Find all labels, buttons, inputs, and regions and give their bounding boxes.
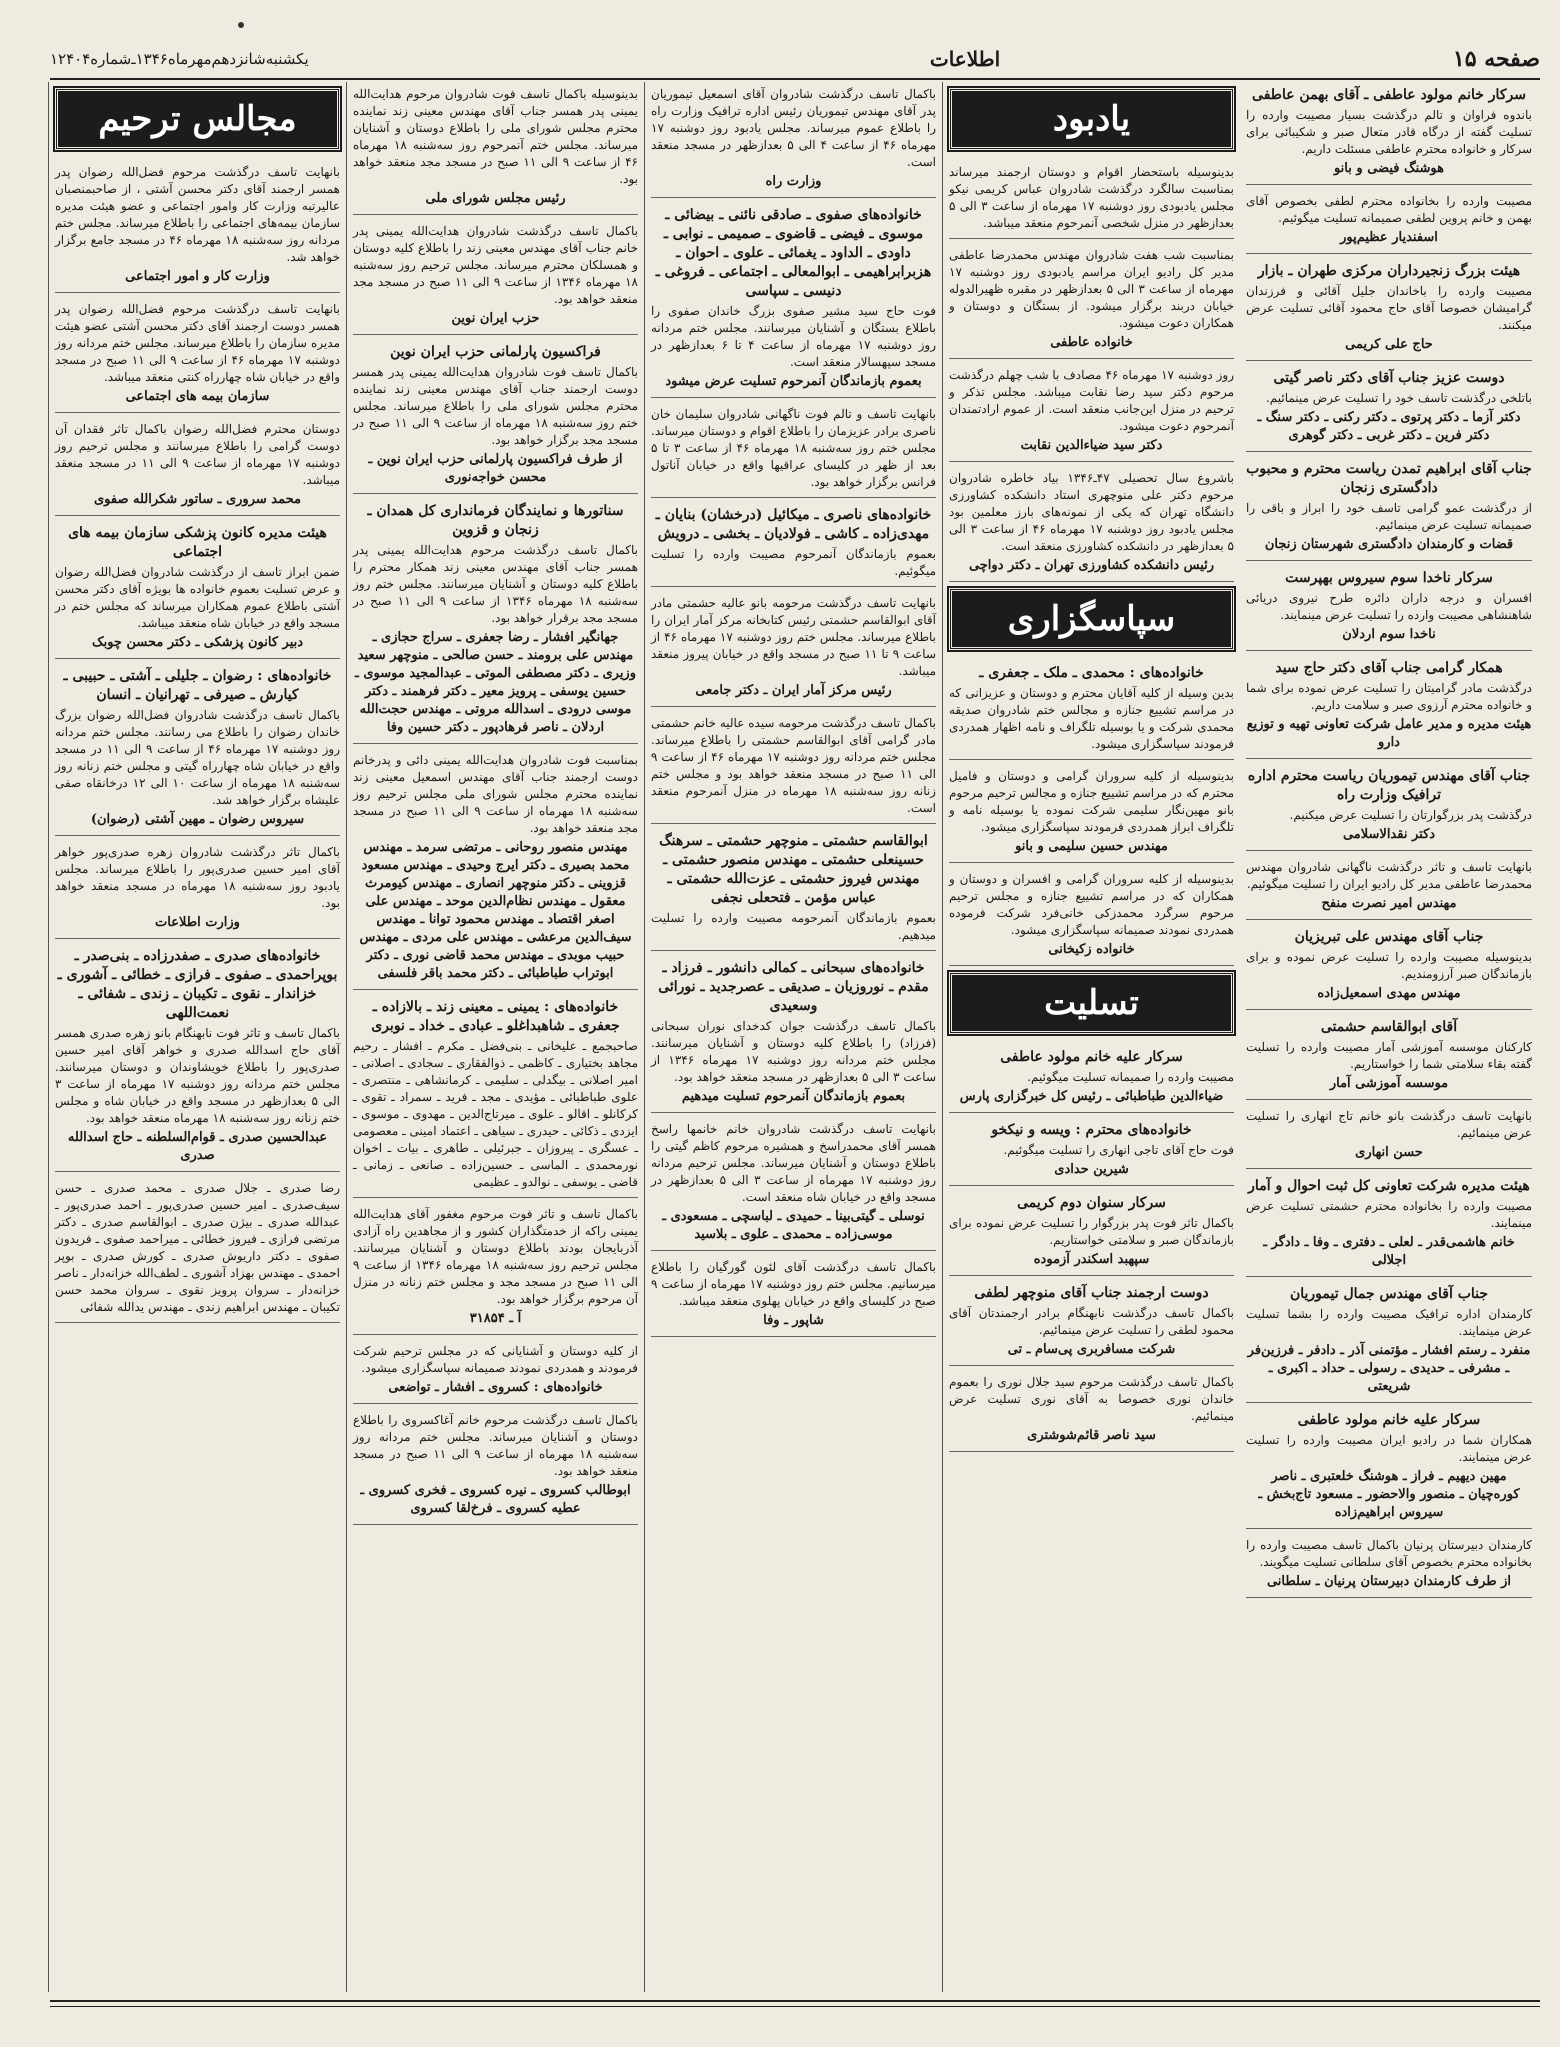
notice-body: باکمال تاسف درگذشت شادروان هدایت‌الله یمینی پدر خانم جناب آقای مهندس معینی زند را باطلاع کلیه دوستان و همسلکان محترم میرساند. مجلس ترحیم روز سه‌شنبه ۱۸ مهرماه ۱۳۴۶ از ساعت ۹ الی ۱۱ صبح در مسجد مجد منعقد خواهد بود. [353, 224, 638, 306]
notice-body: از کلیه دوستان و آشنایانی که در مجلس ترحیم شرکت فرمودند و همدردی نمودند صمیمانه سپاسگزاری میشود. [353, 1344, 638, 1375]
notice-body: کارکنان موسسه آموزشی آمار مصیبت وارده را تسلیت گفته بقاء سلامتی شما را خواستاریم. [1246, 1040, 1532, 1071]
notice-signature: هیئت مدیره و مدیر عامل شرکت تعاونی تهیه و توزیع دارو [1246, 717, 1532, 750]
column-notice [1246, 855, 1532, 920]
column-notice [1246, 1014, 1532, 1100]
column-notice [353, 498, 638, 744]
notice-body: دوستان محترم فضل‌الله رضوان باکمال تاثر فقدان آن دوست گرامی را باطلاع میرسانند و مجلس ترحیم روز دوشنبه ۱۷ مهرماه از ساعت ۹ الی ۱۱ در مسجد منعقد میباشد. [55, 422, 340, 487]
column-notice [353, 82, 638, 215]
issue-date: یکشنبه‌شانزدهم‌مهرماه۱۳۴۶ـ‌شماره۱۲۴۰۴ [50, 50, 309, 68]
column-notice [1246, 565, 1532, 651]
notice-body: کارمندان اداره ترافیک مصیبت وارده را بشما تسلیت عرض مینمایند. [1246, 1307, 1532, 1338]
column-notice [651, 1117, 936, 1251]
notice-title: ابوالقاسم حشمتی ـ منوچهر حشمتی ـ سرهنگ حسینعلی حشمتی ـ مهندس منصور حشمتی ـ مهندس فیروز حشمتی ـ عزت‌الله حشمتی ـ عباس مؤمن ـ فتحعلی نجفی [659, 833, 928, 906]
column-notice [1246, 258, 1532, 361]
column-notice [1246, 924, 1532, 1010]
column-notice [353, 339, 638, 494]
column-notice [1246, 1533, 1532, 1598]
notice-signature: بعموم بازماندگان آنمرحوم تسلیت عرض میشود [665, 374, 922, 389]
notice-signature: وزارت راه [765, 174, 822, 189]
notice-signature: محمد سروری ـ ساتور شکرالله صفوی [94, 492, 301, 507]
column-notice [353, 1202, 638, 1335]
section-banner: یادبود [949, 88, 1234, 150]
notice-body: باشروع سال تحصیلی ۴۷ـ۱۳۴۶ بیاد خاطره شادروان مرحوم دکتر علی منوچهری استاد دانشکده کشاورزی دانشگاه تهران که یکی از نمونه‌های بارز معلمین بود مجلس یادبود روز دوشنبه ۱۷ مهرماه ۴۶ از ساعت ۳ الی ۵ بعدازظهر در دانشکده کشاورزی منعقد است. [949, 471, 1235, 553]
column-notice [55, 840, 340, 939]
section-banner: مجالس ترحیم [55, 88, 340, 150]
notice-title: سناتورها و نمایندگان فرمانداری کل همدان ـ زنجان و قزوین [367, 503, 624, 538]
notice-title: سرکار ناخدا سوم سیروس بهپرست [1285, 570, 1493, 586]
column-notice [1246, 1173, 1532, 1277]
column-notice [353, 219, 638, 335]
notice-body: همکاران شما در رادیو ایران مصیبت وارده را تسلیت عرض مینمایند. [1246, 1433, 1532, 1464]
column-notice [651, 591, 936, 707]
column-notice [1246, 763, 1532, 851]
column-notice [949, 160, 1234, 239]
notice-body: مصیبت وارده را صمیمانه تسلیت میگوئیم. [1027, 1070, 1234, 1084]
notice-signature: مهندس حسین سلیمی و بانو [1015, 839, 1168, 854]
column-notice [1246, 1281, 1532, 1403]
notice-body: باکمال تاسف درگذشت مرحوم سید جلال نوری را بعموم خاندان نوری خصوصا به آقای نوری تسلیت عرض مینمائیم. [949, 1375, 1234, 1423]
column-notice [949, 867, 1234, 966]
notice-title: آقای ابوالقاسم حشمتی [1320, 1019, 1458, 1035]
column-notice [1246, 1104, 1532, 1169]
notice-body: بدینوسیله باکمال تاسف فوت شادروان مرحوم هدایت‌الله یمینی پدر همسر جناب آقای مهندس معینی زند نماینده محترم مجلس شورای ملی را باطلاع دوستان و آشنایان میرساند. مجلس ختم آنمرحوم روز سه‌شنبه ۱۸ مهرماه ۴۶ از ساعت ۹ الی ۱۱ صبح در مسجد مجد منعقد خواهد بود. [353, 87, 639, 186]
column-notice [353, 1408, 638, 1525]
notice-title: خانواده‌های محترم : ویسه و نیکخو [991, 1122, 1192, 1138]
notice-signature: دکتر آزما ـ دکتر پرتوی ـ دکتر رکنی ـ دکتر سنگ ـ دکتر فرین ـ دکتر غربی ـ دکتر گوهری [1257, 410, 1521, 443]
notice-title: سرکار علیه خانم مولود عاطفی [1000, 1049, 1183, 1065]
notice-body: باندوه فراوان و تالم درگذشت بسیار مصیبت وارده را تسلیت گفته از درگاه قادر متعال صبر و شکیبائی برای سرکار و خانواده محترم عاطفی مسئلت داریم. [1246, 108, 1532, 156]
notice-signature: موسسه آموزشی آمار [1329, 1076, 1449, 1091]
notice-title: سرکار علیه خانم مولود عاطفی [1297, 1412, 1481, 1428]
notice-body: مصیبت وارده را باخاندان جلیل آقائی و فرزندان گرامیشان خصوصا آقای حاج محمود آقائی تسلیت عرض میکنند. [1246, 284, 1532, 332]
notice-title: جناب آقای مهندس علی تبریزیان [1294, 929, 1484, 945]
notice-signature: رئیس مرکز آمار ایران ـ دکتر جامعی [695, 683, 892, 698]
notice-body: بدینوسیله از کلیه سروران گرامی و افسران و دوستان و همکاران که در مراسم تشییع جنازه و مجلس ترحیم مرحوم سرگرد محمدزکی خانی‌فرد شرکت فرموده همدردی نمودند صمیمانه سپاسگزاری میشود. [949, 872, 1234, 937]
notice-body: بدین وسیله از کلیه آقایان محترم و دوستان و عزیزانی که در مراسم تشییع جنازه و مجالس ختم شادروان صدیقه محمدی شرکت و یا بوسیله تلگراف و نامه اظهار همدردی فرمودند سپاسگزاری میشود. [949, 686, 1234, 751]
notice-signature: نوسلی ـ گیتی‌بینا ـ حمیدی ـ لباسچی ـ مسعودی ـ موسی‌زاده ـ محمدی ـ علوی ـ بلاسید [662, 1209, 925, 1242]
notice-signature: هوشنگ فیضی و بانو [1333, 161, 1445, 176]
notice-body: باکمال تاسف و تاثر فوت مرحوم مغفور آقای هدایت‌الله یمینی راکه از خدمتگذاران کشور و از مجاهدین راه آزادی آذربایجان بودند باطلاع دوستان و آشنایان میرسانند. مجلس ترحیم روز سه‌شنبه ۱۸ مهرماه ۱۳۴۶ از ساعت ۹ الی ۱۱ صبح در مسجد مجد و مجلس ختم زنانه در منزل آن مرحوم برگزار خواهد بود. [353, 1207, 638, 1306]
column-notice [949, 243, 1234, 359]
notice-signature: سازمان بیمه های اجتماعی [125, 389, 270, 404]
notice-body: بمناسبت شب هفت شادروان مهندس محمدرضا عاطفی مدیر کل رادیو ایران مراسم یادبودی روز دوشنبه ۱۷ مهرماه از ساعت ۳ الی ۵ بعدازظهر در مقبره ظهیرالدوله خیابان دربند برگزار میشود. از بستگان و دوستان و همکاران دعوت میشود. [949, 248, 1234, 330]
notice-signature: رئیس مجلس شورای ملی [425, 191, 566, 206]
section-banner: تسلیت [949, 972, 1234, 1034]
notice-signature: رئیس دانشکده کشاورزی تهران ـ دکتر دواچی [968, 558, 1215, 573]
notice-title: خانواده‌های ناصری ـ میکائیل (درخشان) بنایان ـ مهدی‌زاده ـ کاشی ـ فولادیان ـ بخشی ـ درویش [655, 507, 932, 542]
column-3 [644, 82, 942, 1992]
notice-signature: منفرد ـ رستم افشار ـ مؤتمنی آذر ـ دادفر ـ فرزین‌فر ـ مشرفی ـ حدیدی ـ رسولی ـ حداد ـ اکبری ـ شریعتی [1247, 1343, 1531, 1394]
column-notice [55, 943, 340, 1172]
notice-title: هیئت بزرگ زنجیرداران مرکزی طهران ـ بازار [1257, 263, 1521, 279]
notice-signature: خانواده عاطفی [1050, 335, 1133, 350]
notice-body: صاحبجمع ـ علیخانی ـ بنی‌فضل ـ مکرم ـ افشار ـ رحیم مجاهد بختیاری ـ کاظمی ـ ذوالفقاری ـ سجادی ـ اصلانی ـ امیر اصلانی ـ بیگدلی ـ سلیمی ـ کرمانشاهی ـ منتصری ـ علوی طباطبائی ـ مؤیدی ـ مجد ـ فرید ـ سمراد ـ تقوی ـ کرکانلو ـ اقالو ـ علوی ـ میرتاج‌الدین ـ مهدوی ـ موسوی ـ ایزدی ـ ذکائی ـ حیدری ـ سیاهی ـ اعتماد امینی ـ معصومی ـ عسگری ـ پیروزان ـ جبرئیلی ـ طاهری ـ بیات ـ اخوان نورمحمدی ـ الماسی ـ حسین‌زاده ـ صانعی ـ زمانی ـ قاضی ـ یوسفی ـ نوالدو ـ عظیمی [353, 1039, 638, 1189]
notice-signature: بعموم بازماندگان آنمرحوم تسلیت میدهیم [681, 1089, 906, 1104]
notice-signature: قضات و کارمندان دادگستری شهرستان زنجان [1264, 537, 1514, 552]
notice-signature: حزب ایران نوین [451, 311, 540, 326]
column-notice [949, 466, 1234, 582]
notice-title: خانواده‌های : رضوان ـ جلیلی ـ آشتی ـ حبیبی ـ کیارش ـ صیرفی ـ تهرانیان ـ انسان [63, 668, 332, 703]
notice-title: جناب آقای مهندس تیموریان ریاست محترم اداره ترافیک وزارت راه [1247, 768, 1531, 803]
notice-title: هیئت مدیره کانون پزشکی سازمان بیمه های اجتماعی [68, 525, 327, 560]
column-notice [353, 1339, 638, 1404]
notice-signature: حاج علی کریمی [1345, 337, 1433, 352]
notice-body: باکمال تاثر فوت پدر بزرگوار را تسلیت عرض نموده برای بازماندگان صبر و سلامتی خواستاریم. [949, 1216, 1234, 1247]
column-notice [55, 297, 340, 413]
column-notice [1246, 365, 1532, 452]
notice-body: باتلخی درگذشت تاسف خود را تسلیت عرض مینمائیم. [1265, 391, 1532, 405]
notice-signature: جهانگیر افشار ـ رضا جعفری ـ سراج حجازی ـ مهندس علی برومند ـ حسن صالحی ـ منوچهر سعید وزیری ـ دکتر مصطفی الموتی ـ عبدالمجید موسوی ـ حسین یوسفی ـ پرویز معیر ـ دکتر فرهمند ـ دکتر موسی درودی ـ اسدالله مروتی ـ مهندس حجت‌الله اردلان ـ ناصر فرهادپور ـ دکتر حسین وفا [355, 630, 636, 735]
notice-body: کارمندان دبیرستان پرنیان باکمال تاسف مصیبت وارده را بخانواده محترم بخصوص آقای سلطانی تسلیت میگویند. [1246, 1538, 1532, 1569]
notice-body: درگذشت پدر بزرگوارتان را تسلیت عرض میکنیم. [1289, 808, 1532, 822]
notice-title: خانواده‌های : محمدی ـ ملک ـ جعفری ـ [979, 665, 1204, 681]
column-4 [942, 82, 1240, 1992]
notice-body: باکمال تاسف درگذشت شادروان فضل‌الله رضوان بزرگ خاندان رضوان را باطلاع می رسانند. مجلس ختم مردانه روز دوشنبه ۱۷ مهرماه ۴۶ از ساعت ۹ الی ۱۱ در مسجد واقع در خیابان شاه چهارراه گیتی و مجلس ختم زنانه روز سه‌شنبه ۱۸ مهرماه از ساعت ۱۰ الی ۱۲ درخانقاه صفی علیشاه برگزار خواهد شد. [55, 708, 340, 807]
notice-signature: خانم هاشمی‌قدر ـ لعلی ـ دفتری ـ وفا ـ دادگر ـ اجلالی [1263, 1235, 1515, 1268]
column-notice [949, 1370, 1234, 1452]
notice-title: دوست عزیز جناب آقای دکتر ناصر گیتی [1273, 370, 1505, 386]
notice-body: فوت حاج سید مشیر صفوی بزرگ خاندان صفوی را باطلاع بستگان و آشنایان میرسانند. مجلس ختم مردانه روز دوشنبه ۱۷ مهرماه از ساعت ۴ تا ۶ بعدازظهر در مسجد سپهسالار منعقد است. [651, 304, 936, 369]
notice-body: بانهایت تاسف درگذشت مرحوم فضل‌الله رضوان پدر همسر ارجمند آقای دکتر محسن آشتی ، از صاحبمنصبان عالیرتبه وزارت کار وامور اجتماعی و عضو هیئت مدیره سازمان بیمه‌های اجتماعی را باطلاع میرساند. مجلس ختم مردانه روز سه‌شنبه ۱۸ مهرماه ۴۶ در مسجد جامع برگزار خواهد شد. [55, 165, 340, 264]
notice-title: فراکسیون پارلمانی حزب ایران نوین [390, 344, 601, 360]
notice-body: روز دوشنبه ۱۷ مهرماه ۴۶ مصادف با شب چهلم درگذشت مرحوم دکتر سید رضا نقابت میباشد. مجلس تذکر و ترحیم در منزل این‌جانب منعقد است. از عموم ارادتمندان آنمرحوم دعوت میشود. [949, 368, 1234, 433]
notice-body: بدینوسیله از کلیه سروران گرامی و دوستان و فامیل محترم که در مراسم تشییع جنازه و مجالس ترحیم مرحوم بانو مهین‌نگار سلیمی شرکت نموده یا بوسیله نامه و تلگراف ابراز همدردی فرمودند سپاسگزاری میشود. [949, 769, 1234, 834]
notice-body: بدینوسیله باستحضار اقوام و دوستان ارجمند میرساند بمناسبت سالگرد درگذشت شادروان عباس کریمی نیکو مجلس یادبودی روز دوشنبه ۱۷ مهرماه از ساعت ۳ الی ۵ بعدازظهر در منزل شخصی آنمرحوم منعقد میباشد. [949, 165, 1234, 230]
notice-signature: شاپور ـ وفا [763, 1313, 824, 1328]
column-5 [1240, 82, 1538, 1992]
notice-body: باکمال تاسف درگذشت مرحوم هدایت‌الله یمینی پدر همسر جناب آقای مهندس معینی زند همکار محترم را باطلاع کلیه دوستان و آشنایان میرسانند. مجلس ختم روز سه‌شنبه ۱۸ مهرماه ۱۳۴۶ از ساعت ۹ الی ۱۱ صبح در مسجد مجد برقرار خواهد بود. [353, 543, 638, 625]
notice-body: بانهایت تاسف درگذشت مرحومه بانو عالیه حشمتی مادر آقای ابوالقاسم حشمتی رئیس کتابخانه مرکز آمار ایران را باطلاع میرساند. مجلس ختم روز دوشنبه ۱۷ مهرماه ۴۶ از ساعت ۹ تا ۱۱ صبح در مسجد واقع در خیابان پیروز منعقد میباشد. [651, 596, 937, 678]
notice-body: باکمال تاثر درگذشت شادروان زهره صدری‌پور خواهر آقای امیر حسین صدری‌پور را باطلاع میرساند. مجلس یادبود روز سه‌شنبه ۱۸ مهرماه در مسجد منعقد خواهد بود. [55, 845, 341, 910]
column-notice [949, 764, 1234, 863]
notice-signature: وزارت کار و امور اجتماعی [125, 269, 270, 284]
notice-body: بانهایت تاسف و تالم فوت ناگهانی شادروان سلیمان خان ناصری برادر عزیزمان را باطلاع اقوام و دوستان میرساند. مجلس ختم روز سه‌شنبه ۱۸ مهرماه ۴۶ از ساعت ۳ تا ۵ بعد از ظهر در کلیسای عراقیها واقع در خیابان آناتول فرانس برگزار خواهد بود. [651, 407, 936, 489]
newspaper-name: اطلاعات [929, 47, 1001, 71]
column-notice [949, 1117, 1234, 1186]
notice-title: خانواده‌های : یمینی ـ معینی زند ـ بالازاده ـ جعفری ـ شاهبداغلو ـ عبادی ـ خداد ـ نوبری [371, 999, 620, 1034]
notice-body: باکمال تاسف درگذشت نابهنگام برادر ارجمندتان آقای محمود لطفی را تسلیت عرض مینمائیم. [949, 1306, 1234, 1337]
notice-signature: از طرف کارمندان دبیرستان پرنیان ـ سلطانی [1266, 1574, 1512, 1589]
notice-body: بدینوسیله مصیبت وارده را تسلیت عرض نموده و برای بازماندگان صبر آرزومندیم. [1246, 950, 1532, 981]
notice-body: بانهایت تاسف درگذشت مرحوم فضل‌الله رضوان پدر همسر دوست ارجمند آقای دکتر محسن آشتی عضو هیئت مدیره سازمان را باطلاع میرساند. مجلس ختم مردانه روز دوشنبه ۱۷ مهرماه ۴۶ از ساعت ۹ الی ۱۱ صبح در مسجد واقع در خیابان شاه چهارراه کنتی منعقد میباشد. [55, 302, 340, 384]
notice-body: ضمن ابراز تاسف از درگذشت شادروان فضل‌الله رضوان و عرض تسلیت بعموم خانواده ها بویژه آقای دکتر محسن آشتی باطلاع عموم همکاران میرساند که مجلس ختم در مسجد واقع در خیابان شاه منعقد میباشد. [55, 565, 340, 630]
notice-signature: ناخدا سوم اردلان [1342, 627, 1436, 642]
column-notice [1246, 1407, 1532, 1529]
notice-body: بعموم بازماندگان آنمرحومه مصیبت وارده را تسلیت میدهیم. [651, 911, 936, 942]
column-1 [48, 82, 346, 1992]
column-notice [1246, 655, 1532, 759]
column-notice [353, 748, 638, 990]
column-notice [651, 711, 936, 824]
notice-signature: مهندس منصور روحانی ـ مرتضی سرمد ـ مهندس محمد بصیری ـ دکتر ایرج وحیدی ـ مهندس مسعود قزوینی ـ دکتر منوچهر انصاری ـ مهندس کیومرث معقول ـ مهندس نظام‌الدین موحد ـ مهندس علی اصغر اقتصاد ـ مهندس محمود توانا ـ مهندس سیف‌الدین مرعشی ـ مهندس علی مردی ـ مهندس حبیب موبدی ـ مهندس محمد قاضی نوری ـ دکتر ابوتراب طباطبائی ـ دکتر محمد باقر فلسفی [359, 840, 632, 981]
page-number: صفحه ۱۵ [1452, 46, 1540, 72]
notice-signature: خانواده‌های : کسروی ـ افشار ـ تواضعی [388, 1380, 603, 1395]
column-notice [651, 82, 936, 198]
column-2 [346, 82, 644, 1992]
notice-title: خانواده‌های صدری ـ صفدرزاده ـ بنی‌صدر ـ بوپراحمدی ـ صفوی ـ فرازی ـ خطائی ـ آشوری ـ خزاندار ـ نقوی ـ تکیبان ـ زندی ـ شفائی ـ نعمت‌اللهی [57, 948, 338, 1021]
notice-body: بمناسبت فوت شادروان هدایت‌الله یمینی دائی و پدرخانم دوست ارجمند جناب آقای مهندس اسمعیل معینی زند نماینده محترم مجلس شورای ملی مجلس ترحیم روز سه‌شنبه ۱۸ مهرماه از ساعت ۹ الی ۱۱ صبح در مسجد مجد منعقد خواهد بود. [353, 753, 638, 835]
notice-title: خانواده‌های سبحانی ـ کمالی دانشور ـ فرزاد ـ مقدم ـ نوروزیان ـ صدیقی ـ عصرجدید ـ نورائی وسعیدی [658, 960, 929, 1014]
notice-signature: حسن انهاری [1355, 1145, 1423, 1160]
notice-signature: سیروس رضوان ـ مهین آشتی (رضوان) [90, 812, 305, 827]
notice-body: رضا صدری ـ جلال صدری ـ محمد صدری ـ حسن سیف‌صدری ـ امیر حسین صدری‌پور ـ احمد صدری‌پور ـ عبدالله صدری ـ بیژن صدری ـ ابوالقاسم صدری ـ دکتر مرتضی فرازی ـ فیروز خطائی ـ میراحمد صفوی ـ فریدون صفوی ـ دکتر داریوش صدری ـ کورش صدری ـ بوپر احمدی ـ مهندس بهزاد آشوری ـ لطف‌الله خزانه‌دار ـ ناصر خزانه‌دار ـ سروان پرویز نقوی ـ سروان محمد حسن تکیبان ـ مهندس ابراهیم زندی ـ مهندس یدالله شفائی [55, 1181, 340, 1314]
notice-signature: مهین دیهیم ـ فراز ـ هوشنگ خلعتبری ـ ناصر کوره‌چیان ـ منصور والاحضور ـ مسعود تاج‌بخش ـ سیروس ابراهیم‌زاده [1258, 1469, 1520, 1520]
notice-body: مصیبت وارده را بخانواده محترم حشمتی تسلیت عرض مینمایند. [1246, 1199, 1532, 1230]
notice-title: خانواده‌های صفوی ـ صادقی نائنی ـ بیضائی ـ موسوی ـ فیضی ـ قاضوی ـ صمیمی ـ نوابی ـ داودی ـ الداود ـ یغمائی ـ علوی ـ احوان ـ هزبرابراهیمی ـ ابوالمعالی ـ اجتماعی ـ فروغی ـ دنیسی ـ سپاسی [655, 207, 932, 299]
notice-body: بانهایت تاسف و تاثر درگذشت ناگهانی شادروان مهندس محمدرضا عاطفی مدیر کل رادیو ایران را تسلیت میگوئیم. [1246, 860, 1532, 891]
notice-body: باکمال تاسف فوت شادروان هدایت‌الله یمینی پدر همسر دوست ارجمند جناب آقای مهندس معینی زند نماینده محترم مجلس شورای ملی را باطلاع میرساند. مجلس ختم روز سه‌شنبه ۱۸ مهرماه از ساعت ۹ الی ۱۱ صبح در مسجد مجد برگزار خواهد بود. [353, 365, 638, 447]
notice-title: هیئت مدیره شرکت تعاونی کل ثبت احوال و آمار [1248, 1178, 1530, 1194]
notice-signature: ضیاءالدین طباطبائی ـ رئیس کل خبرگزاری پارس [959, 1089, 1224, 1104]
page-header [50, 40, 1540, 80]
notice-body: باکمال تاسف درگذشت آقای لئون گورگیان را باطلاع میرسانیم. مجلس ختم روز دوشنبه ۱۷ مهرماه از ساعت ۹ صبح در کلیسای واقع در خیابان پهلوی منعقد میباشد. [651, 1260, 936, 1308]
column-notice [949, 1280, 1234, 1366]
notice-signature: مهندس مهدی اسمعیل‌زاده [1317, 986, 1461, 1001]
column-notice [651, 402, 936, 498]
notice-signature: وزارت اطلاعات [155, 915, 240, 930]
notice-body: فوت حاج آقای تاجی انهاری را تسلیت میگوئیم. [1003, 1143, 1234, 1157]
notice-body: بعموم بازماندگان آنمرحوم مصیبت وارده را تسلیت میگوئیم. [651, 547, 936, 578]
column-notice [55, 520, 340, 659]
notice-body: درگذشت مادر گرامیتان را تسلیت عرض نموده برای شما و خانواده محترم آرزوی صبر و سلامت داریم. [1246, 681, 1532, 712]
notice-signature: سید ناصر قائم‌شوشتری [1027, 1428, 1156, 1443]
column-notice [651, 1255, 936, 1337]
notice-title: سرکار خانم مولود عاطفی ـ آقای بهمن عاطفی [1252, 87, 1526, 103]
column-notice [651, 828, 936, 951]
notice-title: جناب آقای مهندس جمال تیموریان [1289, 1286, 1489, 1302]
notice-signature: دبیر کانون پزشکی ـ دکتر محسن چوبک [91, 635, 304, 650]
notice-title: جناب آقای ابراهیم تمدن ریاست محترم و محبوب دادگستری زنجان [1246, 461, 1532, 496]
notice-body: افسران و درجه داران دائره طرح نیروی دریائی شاهنشاهی مصیبت وارده را تسلیت عرض مینمایند. [1246, 591, 1532, 622]
column-notice [949, 363, 1234, 462]
column-notice [651, 202, 936, 398]
notice-signature: عبدالحسین صدری ـ قوام‌السلطنه ـ حاج اسدالله صدری [67, 1130, 328, 1163]
footer-rule [50, 2000, 1540, 2016]
column-notice [1246, 456, 1532, 561]
notice-signature: شیرین حدادی [1054, 1162, 1129, 1177]
notice-body: باکمال تاسف درگذشت مرحومه سیده عالیه خانم حشمتی مادر گرامی آقای ابوالقاسم حشمتی را باطلاع میرساند. مجلس ختم مردانه روز دوشنبه ۱۷ مهرماه ۴۶ از ساعت ۹ الی ۱۱ صبح در مسجد منعقد خواهد بود و مجلس ختم زنانه روز سه‌شنبه ۱۸ مهرماه در منزل آنمرحوم منعقد است. [651, 716, 936, 815]
column-notice [353, 994, 638, 1198]
notice-signature: دکتر سید ضیاءالدین نقابت [1020, 438, 1163, 453]
notice-signature: اسفندیار عظیم‌پور [1340, 230, 1438, 245]
notice-body: باکمال تاسف درگذشت شادروان آقای اسمعیل تیموریان پدر آقای مهندس تیموریان رئیس اداره ترافیک وزارت راه را باطلاع عموم میرساند. مجلس یادبود روز دوشنبه ۱۷ مهرماه ۴۶ از ساعت ۴ الی ۵ بعدازظهر در مسجد منعقد است. [651, 87, 937, 169]
section-banner: سپاسگزاری [949, 588, 1234, 650]
notice-body: مصیبت وارده را بخانواده محترم لطفی بخصوص آقای بهمن و خانم پروین لطفی صمیمانه تسلیت میگوئیم. [1246, 194, 1532, 225]
notice-body: باکمال تاسف و تاثر فوت نابهنگام بانو زهره صدری همسر آقای حاج اسدالله صدری و خواهر آقای امیر حسین صدری‌پور را باطلاع خویشاوندان و دوستان میرسانند. مجلس ختم مردانه روز دوشنبه ۱۷ مهرماه از ساعت ۳ الی ۵ بعدازظهر در مسجد واقع در خیابان شاه و مجلس ختم زنانه روز سه‌شنبه ۱۸ مهرماه منعقد خواهد بود. [55, 1026, 340, 1125]
column-notice [949, 1190, 1234, 1276]
notice-body: باکمال تاسف درگذشت مرحوم خانم آغاکسروی را باطلاع دوستان و آشنایان میرساند. مجلس ختم مردانه روز سه‌شنبه ۱۸ مهرماه از ساعت ۹ الی ۱۱ صبح در مسجد منعقد خواهد بود. [353, 1413, 638, 1478]
notice-signature: از طرف فراکسیون پارلمانی حزب ایران نوین ـ محسن خواجه‌نوری [368, 452, 623, 485]
notice-signature: شرکت مسافربری پی‌سام ـ تی [1007, 1342, 1176, 1357]
notice-title: سرکار سنوان دوم کریمی [1017, 1195, 1166, 1211]
notice-title: دوست ارجمند جناب آقای منوچهر لطفی [974, 1285, 1209, 1301]
column-notice [949, 660, 1234, 760]
notice-body: بانهایت تاسف درگذشت بانو خانم تاج انهاری را تسلیت عرض مینمائیم. [1246, 1109, 1532, 1140]
columns-container [48, 82, 1542, 1992]
notice-body: از درگذشت عمو گرامی تاسف خود را ابراز و باقی را صمیمانه تسلیت عرض مینمائیم. [1246, 501, 1532, 532]
page-dot [238, 22, 244, 28]
column-notice [651, 502, 936, 587]
notice-signature: دکتر نقدالاسلامی [1342, 827, 1436, 842]
column-notice [1246, 82, 1532, 185]
column-notice [55, 663, 340, 836]
column-notice [1246, 189, 1532, 254]
notice-title: همکار گرامی جناب آقای دکتر حاج سید [1275, 660, 1503, 676]
column-notice [949, 1044, 1234, 1113]
notice-body: باکمال تاسف درگذشت جوان کدخدای نوران سبحانی (فرزاد) را باطلاع کلیه دوستان و آشنایان میرسانند. مجلس ختم مردانه روز دوشنبه ۱۷ مهرماه ۱۳۴۶ از ساعت ۳ الی ۵ بعدازظهر در مسجد منعقد خواهد بود. [651, 1019, 936, 1084]
notice-signature: آ ـ ۳۱۸۵۴ [469, 1311, 522, 1326]
column-notice [55, 160, 340, 293]
column-notice [55, 1176, 340, 1323]
column-notice [651, 955, 936, 1113]
notice-body: بانهایت تاسف درگذشت شادروان خانم خانمها راسخ همسر آقای محمدراسخ و همشیره مرحوم کاظم گیتی را باطلاع دوستان و آشنایان میرساند. مجلس ترحیم مردانه روز دوشنبه ۱۷ مهرماه از ساعت ۳ الی ۵ بعدازظهر در مسجد واقع در خیابان شاه منعقد است. [651, 1122, 936, 1204]
column-notice [55, 417, 340, 516]
notice-signature: سپهبد اسکندر آزموده [1033, 1252, 1150, 1267]
notice-signature: خانواده زکیخانی [1048, 942, 1135, 957]
notice-signature: ابوطالب کسروی ـ نیره کسروی ـ فخری کسروی ـ عطیه کسروی ـ فرخ‌لقا کسروی [360, 1483, 631, 1516]
notice-signature: مهندس امیر نصرت منفح [1321, 896, 1457, 911]
